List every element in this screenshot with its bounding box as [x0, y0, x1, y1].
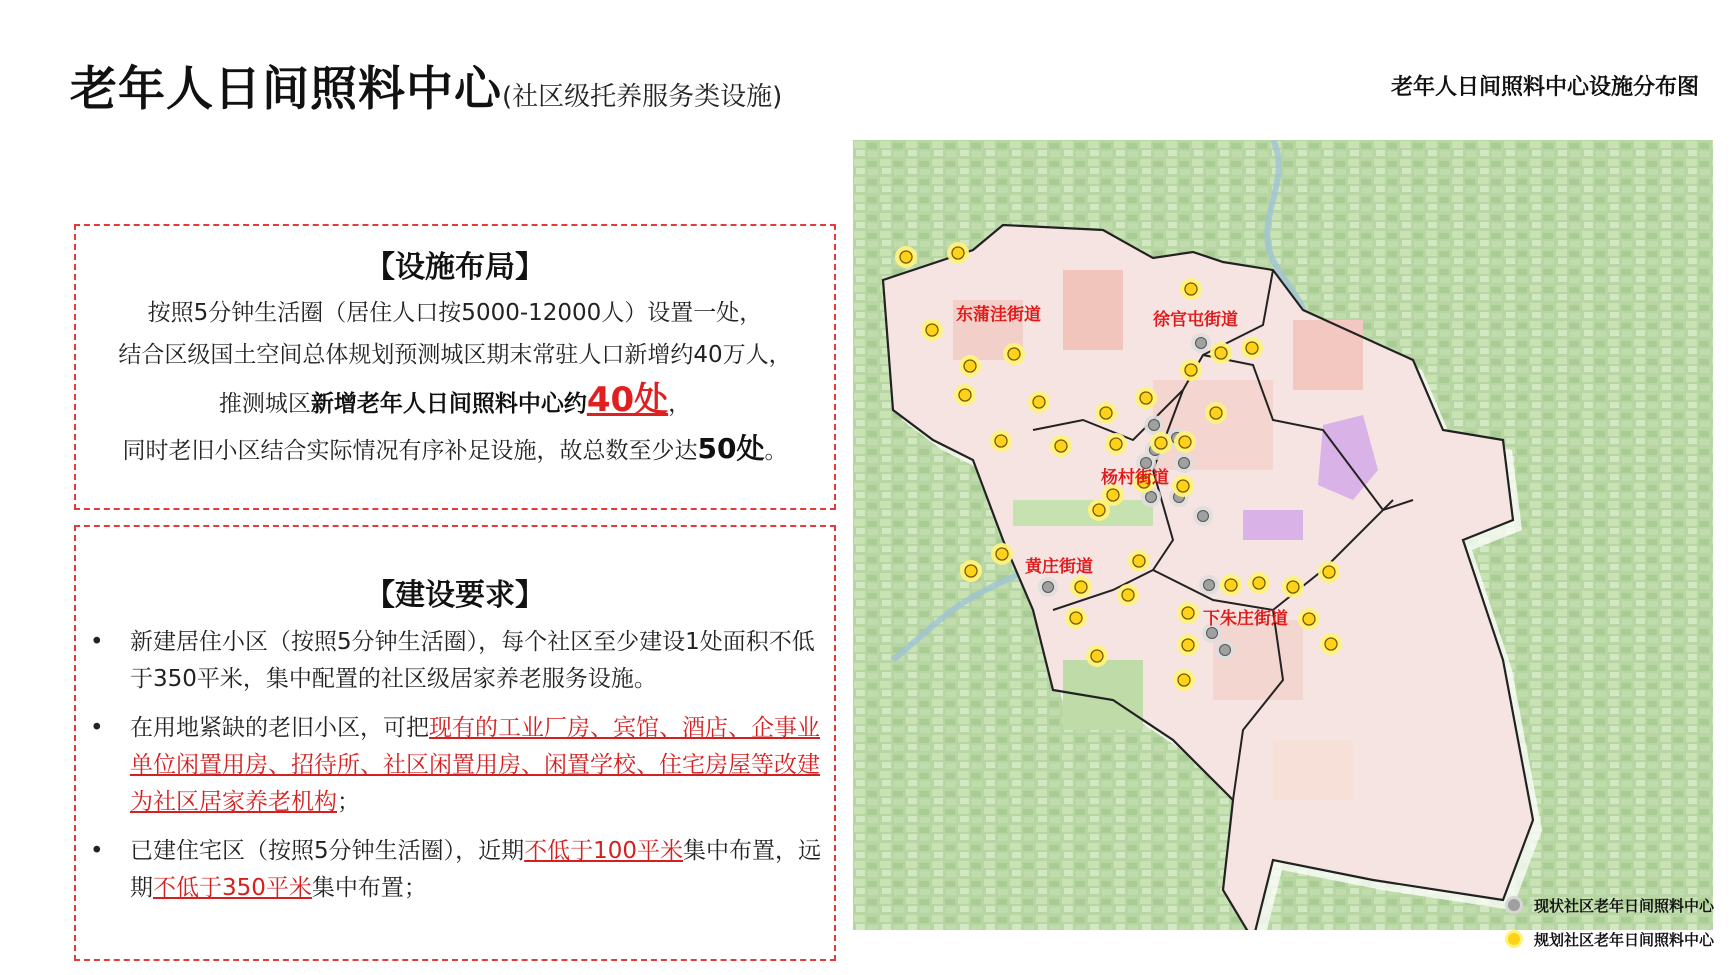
- requirement-3-pre: 已建住宅区（按照5分钟生活圈），近期: [130, 838, 525, 864]
- existing-facility-marker: [1191, 333, 1211, 353]
- planned-facility-marker: [1282, 576, 1304, 598]
- planned-facility-marker: [954, 384, 976, 406]
- map-title: 老年人日间照料中心设施分布图: [1390, 75, 1699, 100]
- existing-facility-marker: [1038, 577, 1058, 597]
- street-label-huangzhuang: 黄庄街道: [1025, 557, 1093, 577]
- requirement-2-post: ；: [337, 789, 360, 815]
- planned-facility-marker: [1177, 602, 1199, 624]
- layout-line-3: [76, 376, 834, 428]
- map-legend: [1508, 888, 1714, 956]
- existing-facility-marker: [1174, 453, 1194, 473]
- layout-line-1: 按照5分钟生活圈（居住人口按5000-12000人）设置一处，: [147, 300, 763, 326]
- layout-line-4: [76, 428, 834, 472]
- planned-facility-marker: [1320, 633, 1342, 655]
- street-label-xuguantun: 徐官屯街道: [1153, 310, 1238, 330]
- layout-line-4-post: 。: [764, 438, 788, 464]
- planned-facility-marker: [959, 355, 981, 377]
- layout-line-4-pre: 同时老旧小区结合实际情况有序补足设施，故总数至少达: [122, 438, 698, 464]
- facility-layout-box: [74, 224, 836, 510]
- planned-facility-marker: [960, 560, 982, 582]
- requirement-3-long-term: 不低于350平米: [153, 875, 312, 901]
- planned-facility-marker: [895, 246, 917, 268]
- title-subtitle: (社区级托养服务类设施): [502, 82, 783, 112]
- facility-distribution-map: [853, 140, 1713, 930]
- planned-facility-marker: [1050, 435, 1072, 457]
- planned-facility-marker: [1003, 343, 1025, 365]
- planned-facility-marker: [1128, 550, 1150, 572]
- requirement-3-near-term: 不低于100平米: [524, 838, 684, 864]
- layout-heading: 【设施布局】: [365, 250, 545, 285]
- planned-facility-marker: [1177, 634, 1199, 656]
- requirements-list: [76, 624, 834, 907]
- requirement-3-post: 集中布置；: [311, 875, 427, 901]
- planned-facility-marker: [1318, 561, 1340, 583]
- planned-facility-marker: [1298, 608, 1320, 630]
- planned-facility-marker: [1105, 433, 1127, 455]
- requirement-2-highlight: 现有的工业厂房、宾馆、酒店、企事业单位闲置用房、招待所、社区闲置用房、闲置学校、住宅房屋等改建为社区居家养老机构: [130, 715, 820, 815]
- street-label-dongpuwa: 东蒲洼街道: [956, 305, 1041, 325]
- requirement-3-mid: 集中布置，远期: [130, 838, 822, 901]
- planned-facility-marker: [921, 319, 943, 341]
- planned-facility-marker: [1172, 475, 1194, 497]
- requirement-2-pre: 在用地紧缺的老旧小区，可把: [130, 715, 429, 741]
- street-label-xiazhuzhuang: 下朱庄街道: [1203, 609, 1288, 629]
- legend-existing-label: 现状社区老年日间照料中心: [1534, 896, 1715, 915]
- planned-facility-marker: [1180, 278, 1202, 300]
- urban-block: [1153, 380, 1273, 470]
- urban-block: [1063, 270, 1123, 350]
- planned-facility-marker: [1150, 432, 1172, 454]
- planned-facility-marker: [1173, 669, 1195, 691]
- planned-facility-marker: [1086, 645, 1108, 667]
- bullet-dot: •: [90, 715, 104, 741]
- planned-facility-marker: [1241, 337, 1263, 359]
- planned-facility-marker: [1180, 359, 1202, 381]
- planned-facility-marker: [1248, 572, 1270, 594]
- planned-facility-marker: [1174, 431, 1196, 453]
- new-count-40: 40处: [586, 380, 669, 420]
- planned-facility-marker: [1205, 402, 1227, 424]
- planned-facility-marker: [1070, 576, 1092, 598]
- build-requirements-box: [74, 525, 836, 961]
- legend-existing-swatch: [1508, 899, 1520, 911]
- legend-existing: [1508, 888, 1714, 922]
- green-park: [1063, 660, 1143, 730]
- planned-facility-marker: [947, 242, 969, 264]
- existing-facility-marker: [1193, 506, 1213, 526]
- planned-facility-marker: [1210, 342, 1232, 364]
- planned-facility-marker: [1095, 402, 1117, 424]
- street-label-yangcun: 杨村街道: [1101, 468, 1169, 488]
- urban-block: [1293, 320, 1363, 390]
- layout-line-2: 结合区级国土空间总体规划预测城区期末常驻人口新增约40万人，: [118, 342, 792, 368]
- layout-line-3-pre: 推测城区: [218, 391, 311, 417]
- legend-planned: [1508, 922, 1714, 956]
- legend-planned-swatch: [1508, 933, 1520, 945]
- total-count-50: 50处: [697, 432, 765, 465]
- bullet-dot: •: [90, 629, 104, 655]
- planned-facility-marker: [1028, 391, 1050, 413]
- layout-line-3-bold: 新增老年人日间照料中心约: [310, 391, 587, 417]
- layout-line-3-post: ，: [668, 391, 692, 417]
- list-item: [90, 833, 834, 907]
- planned-facility-marker: [1065, 607, 1087, 629]
- urban-block: [1273, 740, 1353, 800]
- requirement-1-text: 新建居住小区（按照5分钟生活圈），每个社区至少建设1处面积不低于350平米，集中配置的社区级居家养老服务设施。: [130, 629, 815, 692]
- legend-planned-label: 规划社区老年日间照料中心: [1534, 930, 1715, 949]
- industrial-zone: [1243, 510, 1303, 540]
- urban-block: [1213, 620, 1303, 700]
- planned-facility-marker: [1117, 584, 1139, 606]
- page-title: [70, 52, 782, 119]
- planned-facility-marker: [990, 430, 1012, 452]
- planned-facility-marker: [1088, 499, 1110, 521]
- existing-facility-marker: [1215, 640, 1235, 660]
- title-main: 老年人日间照料中心: [70, 62, 502, 117]
- planned-facility-marker: [1220, 574, 1242, 596]
- bullet-dot: •: [90, 838, 104, 864]
- planned-facility-marker: [1135, 387, 1157, 409]
- existing-facility-marker: [1199, 575, 1219, 595]
- green-park: [1013, 500, 1153, 526]
- requirements-heading: 【建设要求】: [365, 578, 545, 613]
- list-item: [90, 710, 834, 821]
- list-item: [90, 624, 834, 698]
- planned-facility-marker: [991, 543, 1013, 565]
